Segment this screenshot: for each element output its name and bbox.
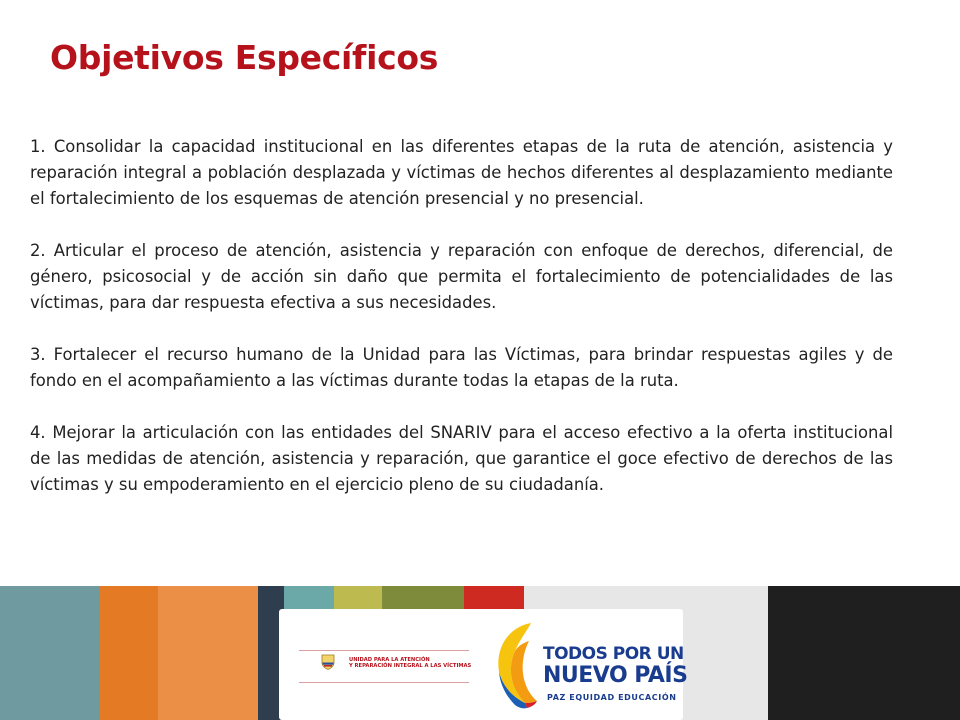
stripe-black xyxy=(768,586,960,720)
stripe-light-orange xyxy=(158,586,258,720)
logo-rule-top xyxy=(299,650,469,651)
brand-subtitle: PAZ EQUIDAD EDUCACIÓN xyxy=(547,693,677,702)
flag-swirl-icon xyxy=(491,617,547,713)
objective-1: 1. Consolidar la capacidad institucional en las diferentes etapas de la ruta de atención, asistencia y reparación integral a población desplazada y víctimas de hechos diferentes al desplazamiento mediante el fortalecimiento de los esquemas de atención presencial y no presencial. xyxy=(30,137,893,208)
brand-line1: TODOS POR UN xyxy=(543,644,684,664)
logo-card xyxy=(279,609,688,720)
brand-line2: NUEVO PAÍS xyxy=(543,663,688,688)
todos-por-un-nuevo-pais-logo xyxy=(491,617,688,713)
objective-3: 3. Fortalecer el recurso humano de la Unidad para las Víctimas, para brindar respuestas agiles y de fondo en el acompañamiento a las víctimas durante todas la etapas de la ruta. xyxy=(30,345,893,390)
entity-name-line2: Y REPARACIÓN INTEGRAL A LAS VÍCTIMAS xyxy=(349,663,472,669)
logo-rule-bottom xyxy=(299,682,469,683)
entity-name xyxy=(349,657,471,669)
objective-2: 2. Articular el proceso de atención, asistencia y reparación con enfoque de derechos, diferencial, de género, psicosocial y de acción sin daño que permita el fortalecimiento de potencialidades de las víctimas, para dar respuesta efectiva a sus necesidades. xyxy=(30,241,893,312)
slide-title: Objetivos Específicos xyxy=(50,38,439,77)
coat-of-arms-icon xyxy=(321,654,335,670)
stripe-teal xyxy=(0,586,100,720)
unidad-victimas-logo xyxy=(299,645,472,685)
stripe-orange xyxy=(100,586,158,720)
objectives-list xyxy=(30,134,893,498)
entity-name-line1: UNIDAD PARA LA ATENCIÓN xyxy=(349,657,430,663)
objective-4: 4. Mejorar la articulación con las entidades del SNARIV para el acceso efectivo a la oferta institucional de las medidas de atención, asistencia y reparación, que garantice el goce efectivo de derechos de las víctimas y su empoderamiento en el ejercicio pleno de su ciudadanía. xyxy=(30,423,893,494)
